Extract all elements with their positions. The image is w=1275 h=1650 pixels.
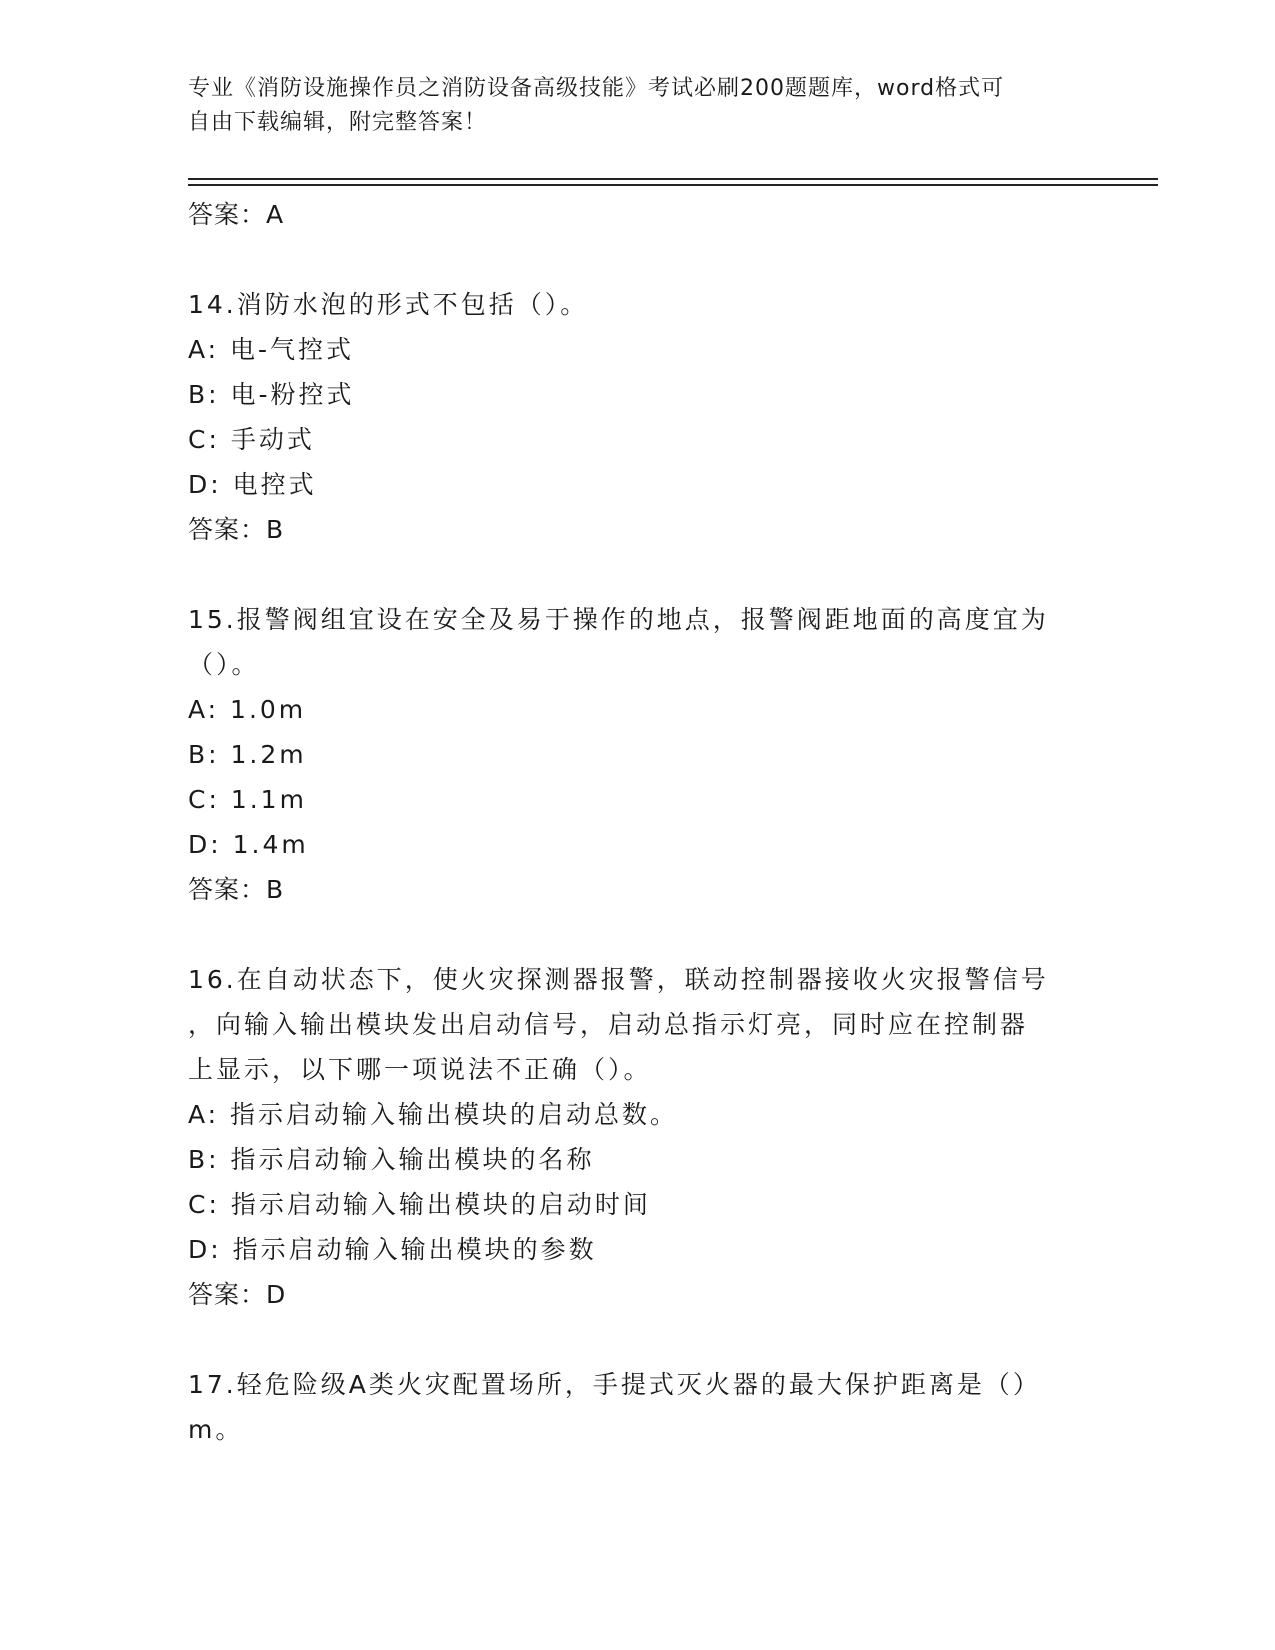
question-15-option-a: A: 1.0m <box>188 695 307 724</box>
spacer <box>188 912 1088 957</box>
question-15-text-line-1: 15.报警阀组宜设在安全及易于操作的地点，报警阀距地面的高度宜为 <box>188 605 1049 634</box>
header-title-line-2: 自由下载编辑，附完整答案！ <box>188 110 488 135</box>
document-header <box>188 72 1068 140</box>
header-divider-top <box>188 178 1158 180</box>
question-14-option-d: D: 电控式 <box>188 470 317 499</box>
question-17-text-line-2: m。 <box>188 1415 244 1444</box>
answer-14: 答案：B <box>188 515 285 544</box>
question-16-text-line-1: 16.在自动状态下，使火灾探测器报警，联动控制器接收火灾报警信号 <box>188 965 1049 994</box>
answer-16: 答案：D <box>188 1280 287 1309</box>
question-14-option-b: B: 电-粉控式 <box>188 380 355 409</box>
header-divider-bottom <box>188 184 1158 186</box>
question-block-14 <box>188 282 1088 552</box>
question-16-option-d: D: 指示启动输入输出模块的参数 <box>188 1235 597 1264</box>
question-14-option-c: C: 手动式 <box>188 425 315 454</box>
question-15-option-d: D: 1.4m <box>188 830 309 859</box>
spacer <box>188 552 1088 597</box>
question-16-option-a: A: 指示启动输入输出模块的启动总数。 <box>188 1100 679 1129</box>
question-15-option-c: C: 1.1m <box>188 785 307 814</box>
question-block-16 <box>188 957 1088 1317</box>
answer-13: 答案：A <box>188 200 285 229</box>
question-15-text-line-2: （）。 <box>188 650 260 679</box>
question-block-17 <box>188 1362 1088 1452</box>
question-16-option-b: B: 指示启动输入输出模块的名称 <box>188 1145 595 1174</box>
question-16-option-c: C: 指示启动输入输出模块的启动时间 <box>188 1190 651 1219</box>
question-14-text: 14.消防水泡的形式不包括（）。 <box>188 290 589 319</box>
header-title-line-1: 专业《消防设施操作员之消防设备高级技能》考试必刷200题题库，word格式可 <box>188 76 1005 101</box>
question-17-text-line-1: 17.轻危险级A类火灾配置场所，手提式灭火器的最大保护距离是（） <box>188 1370 1041 1399</box>
question-16-text-line-2: ，向输入输出模块发出启动信号，启动总指示灯亮，同时应在控制器 <box>188 1010 1029 1039</box>
spacer <box>188 237 1088 282</box>
question-14-option-a: A: 电-气控式 <box>188 335 355 364</box>
question-15-option-b: B: 1.2m <box>188 740 307 769</box>
answer-15: 答案：B <box>188 875 285 904</box>
spacer <box>188 1317 1088 1362</box>
question-list <box>188 192 1088 1452</box>
question-16-text-line-3: 上显示，以下哪一项说法不正确（）。 <box>188 1055 652 1084</box>
question-block-15 <box>188 597 1088 912</box>
